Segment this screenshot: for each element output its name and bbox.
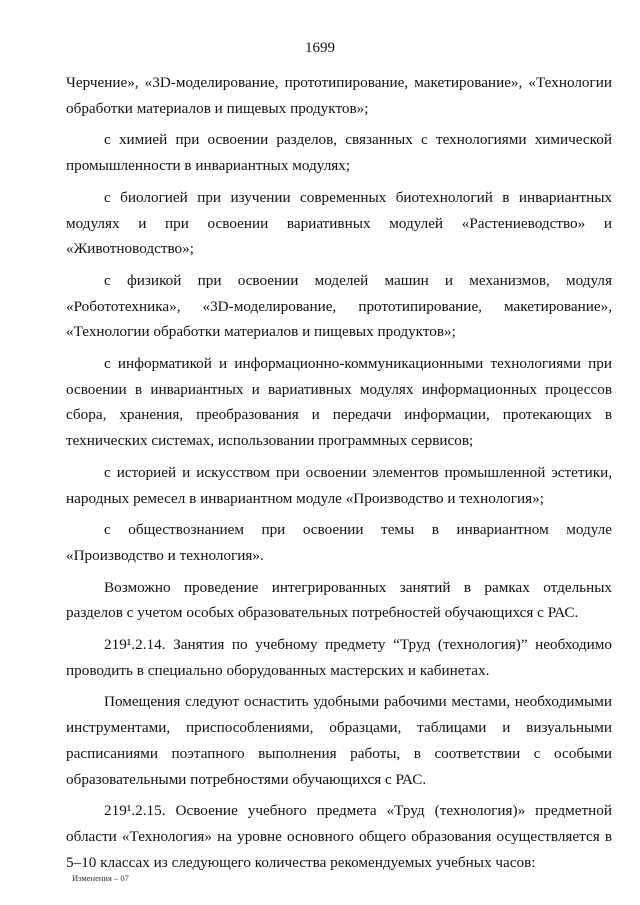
paragraph-6: с историей и искусством при освоении элементов промышленной эстетики, народных ремесел в инвариантном модуле «Производство и технология»; [66, 463, 612, 507]
paragraph-8: Возможно проведение интегрированных занятий в рамках отдельных разделов с учетом особых образовательных потребностей обучающихся с РАС. [66, 578, 612, 622]
paragraph-1: Черчение», «3D-моделирование, прототипирование, макетирование», «Технологии обработки материалов и пищевых продуктов»; [66, 74, 612, 117]
document-body [66, 70, 612, 875]
footer-revision-note: Изменения – 07 [72, 873, 129, 883]
paragraph-10: Помещения следуют оснастить удобными рабочими местами, необходимыми инструментами, приспособлениями, образцами, таблицами и визуальными расписаниями поэтапного выполнения работы, в соответствии с особыми образовательными потребностями обучающихся с РАС. [66, 693, 612, 788]
paragraph-7: с обществознанием при освоении темы в инвариантном модуле «Производство и технология». [66, 521, 612, 564]
paragraph-3: с биологией при изучении современных биотехнологий в инвариантных модулях и при освоении вариативных модулей «Растениеводство» и «Животноводство»; [66, 188, 612, 258]
paragraph-11: 219¹.2.15. Освоение учебного предмета «Труд (технология)» предметной области «Технология» на уровне основного общего образования осуществляется в 5–10 классах из следующего количества рекомендуемых учебных часов: [66, 802, 612, 871]
paragraph-5: с информатикой и информационно-коммуникационными технологиями при освоении в инвариантных и вариативных модулях информационных процессов сбора, хранения, преобразования и передачи информации, протекающих в технических системах, использовании программных сервисов; [66, 355, 612, 450]
paragraph-4: с физикой при освоении моделей машин и механизмов, модуля «Робототехника», «3D-моделирование, прототипирование, макетирование», «Технологии обработки материалов и пищевых продуктов»; [66, 271, 612, 341]
paragraph-9: 219¹.2.14. Занятия по учебному предмету “Труд (технология)” необходимо проводить в специально оборудованных мастерских и кабинетах. [66, 636, 612, 679]
paragraph-2: с химией при освоении разделов, связанных с технологиями химической промышленности в инвариантных модулях; [66, 131, 612, 175]
page-number: 1699 [305, 40, 335, 56]
